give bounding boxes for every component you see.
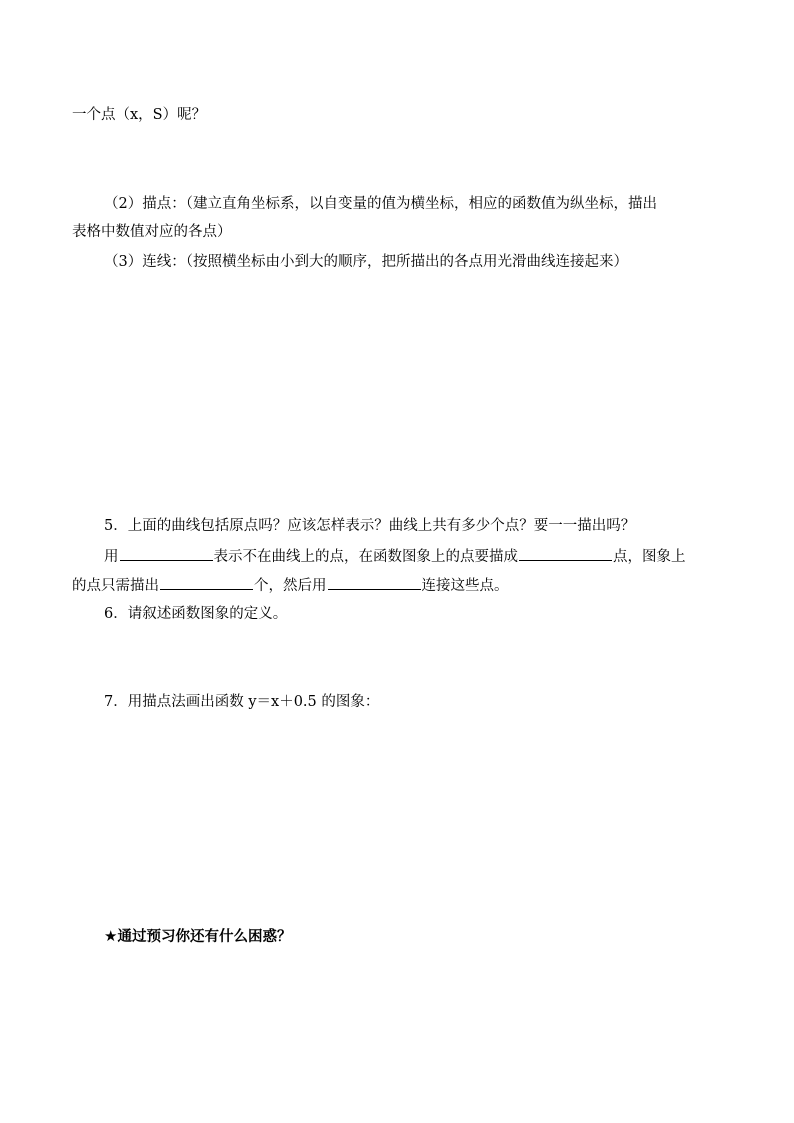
star-icon: ★ (104, 927, 118, 945)
question-7: 7．用描点法画出函数 y＝x＋0.5 的图象： (104, 694, 380, 710)
plot-step-continued-line: 表格中数值对应的各点） (72, 224, 232, 240)
review-heading-text: 通过预习你还有什么困惑？ (117, 929, 292, 945)
plot-step-line: （2）描点：（建立直角坐标系，以自变量的值为横坐标，相应的函数值为纵坐标，描出 (104, 196, 657, 212)
review-heading (104, 929, 291, 945)
fill-text: 用 (104, 549, 119, 565)
fill-text: 点，图象上 (613, 549, 686, 565)
connect-step-line: （3）连线：（按照横坐标由小到大的顺序，把所描出的各点用光滑曲线连接起来） (104, 254, 628, 270)
point-question-line: 一个点（x，S）呢？ (72, 107, 207, 123)
fill-text: 连接这些点。 (421, 578, 509, 594)
answer-blank[interactable] (120, 548, 213, 561)
question-6: 6．请叙述函数图象的定义。 (104, 606, 288, 622)
fill-text: 个，然后用 (254, 578, 327, 594)
question-5-fill-line-2 (72, 577, 509, 594)
fill-text: 表示不在曲线上的点，在函数图象上的点要描成 (213, 549, 518, 565)
fill-text: 的点只需描出 (72, 578, 159, 594)
answer-blank[interactable] (519, 548, 612, 561)
answer-blank[interactable] (328, 577, 421, 590)
question-5: 5．上面的曲线包括原点吗？应该怎样表示？曲线上共有多少个点？要一一描出吗？ (104, 518, 636, 534)
question-5-fill-line-1 (104, 548, 686, 565)
answer-blank[interactable] (160, 577, 253, 590)
